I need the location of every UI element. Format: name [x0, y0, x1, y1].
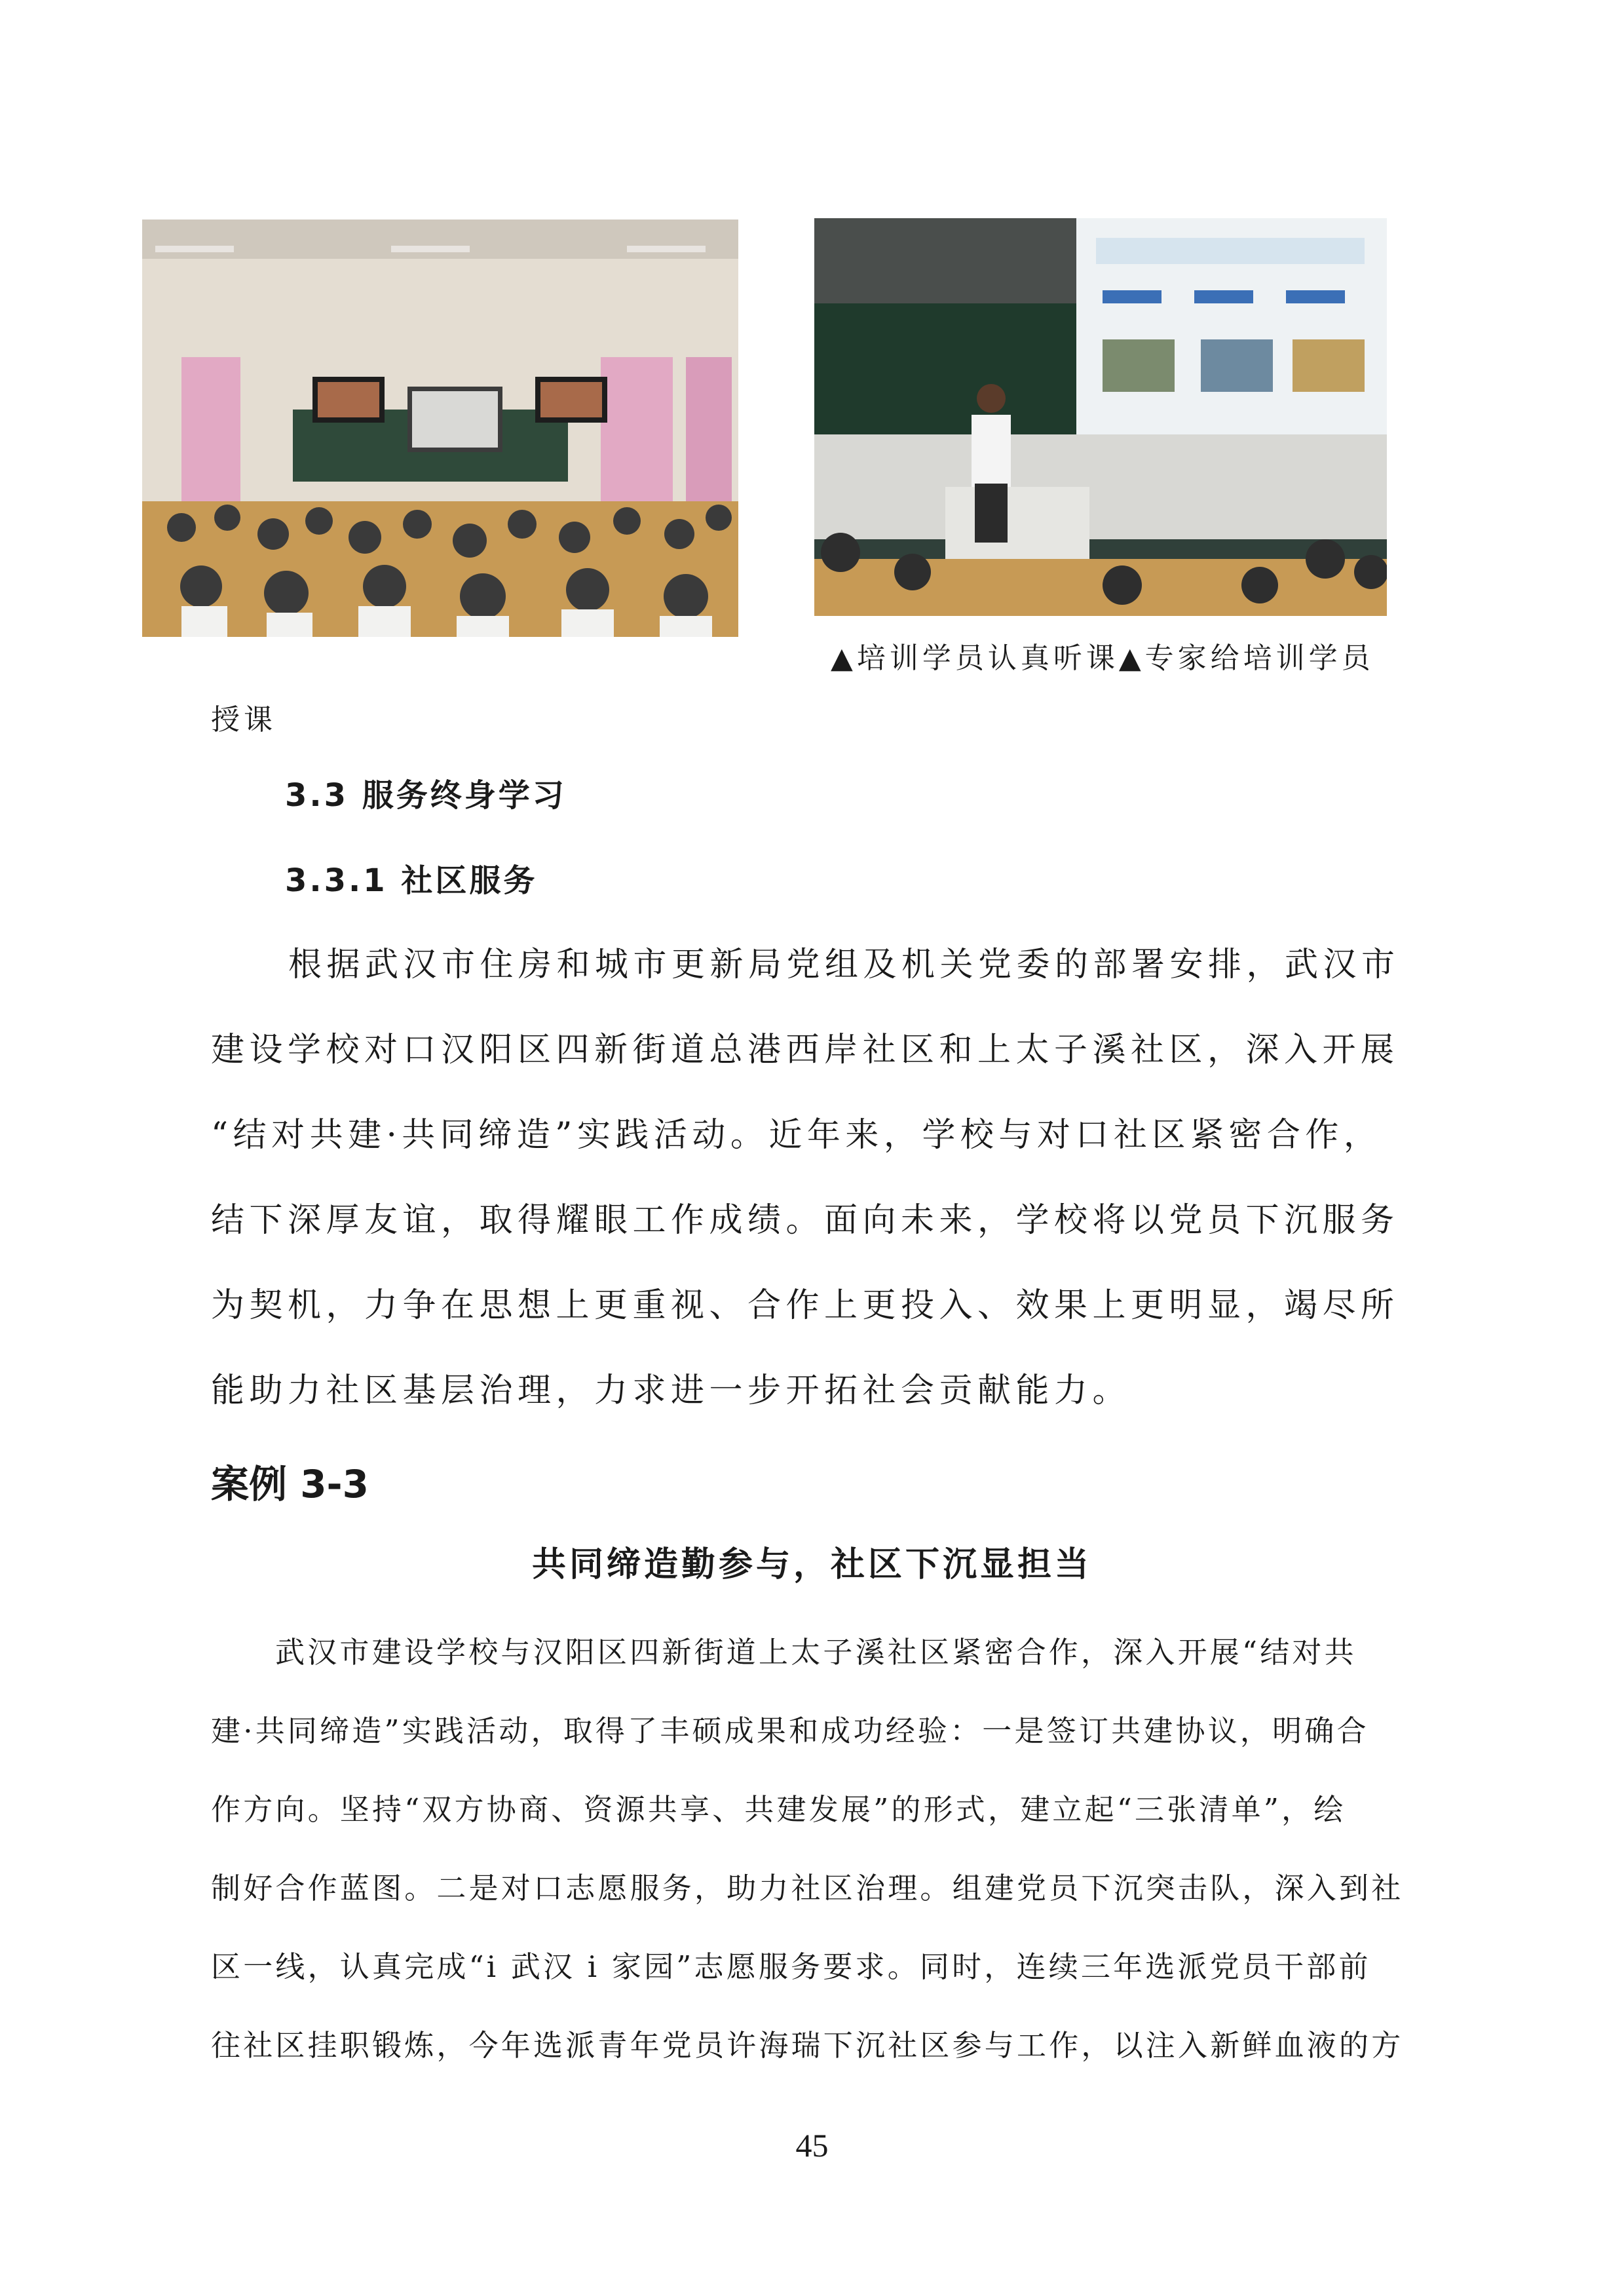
photo-caption-continued: 授课	[211, 703, 276, 737]
paragraph-line: 为契机，力争在思想上更重视、合作上更投入、效果上更明显，竭尽所	[211, 1286, 1399, 1325]
subsection-heading: 3.3.1 社区服务	[285, 862, 538, 899]
case-line: 建·共同缔造”实践活动，取得了丰硕成果和成功经验：一是签订共建协议，明确合	[211, 1713, 1369, 1748]
paragraph-line: 根据武汉市住房和城市更新局党组及机关党委的部署安排，武汉市	[288, 946, 1400, 984]
case-line: 往社区挂职锻炼，今年选派青年党员许海瑞下沉社区参与工作，以注入新鲜血液的方	[211, 2028, 1404, 2063]
paragraph-line: 建设学校对口汉阳区四新街道总港西岸社区和上太子溪社区，深入开展	[211, 1031, 1399, 1069]
case-line: 作方向。坚持“双方协商、资源共享、共建发展”的形式，建立起“三张清单”，绘	[211, 1792, 1346, 1827]
paragraph-line: 能助力社区基层治理，力求进一步开拓社会贡献能力。	[211, 1371, 1131, 1410]
case-title: 案例 3-3	[211, 1462, 369, 1506]
lecture-photo-illustration	[814, 218, 1387, 616]
photo-caption: ▲培训学员认真听课▲专家给培训学员	[831, 641, 1374, 675]
photo-expert-lecturing	[814, 218, 1387, 616]
case-line: 制好合作蓝图。二是对口志愿服务，助力社区治理。组建党员下沉突击队，深入到社	[211, 1871, 1404, 1905]
paragraph-line: “结对共建·共同缔造”实践活动。近年来，学校与对口社区紧密合作，	[211, 1116, 1382, 1155]
section-heading: 3.3 服务终身学习	[285, 777, 567, 814]
case-subtitle: 共同缔造勤参与，社区下沉显担当	[531, 1544, 1092, 1584]
paragraph-line: 结下深厚友谊，取得耀眼工作成绩。面向未来，学校将以党员下沉服务	[211, 1201, 1399, 1240]
photo-trainees-listening	[142, 220, 738, 637]
classroom-photo-illustration	[142, 220, 738, 637]
page-number: 45	[795, 2127, 829, 2164]
case-line: 区一线，认真完成“i 武汉 i 家园”志愿服务要求。同时，连续三年选派党员干部前	[211, 1949, 1371, 1984]
case-line: 武汉市建设学校与汉阳区四新街道上太子溪社区紧密合作，深入开展“结对共	[275, 1635, 1357, 1670]
